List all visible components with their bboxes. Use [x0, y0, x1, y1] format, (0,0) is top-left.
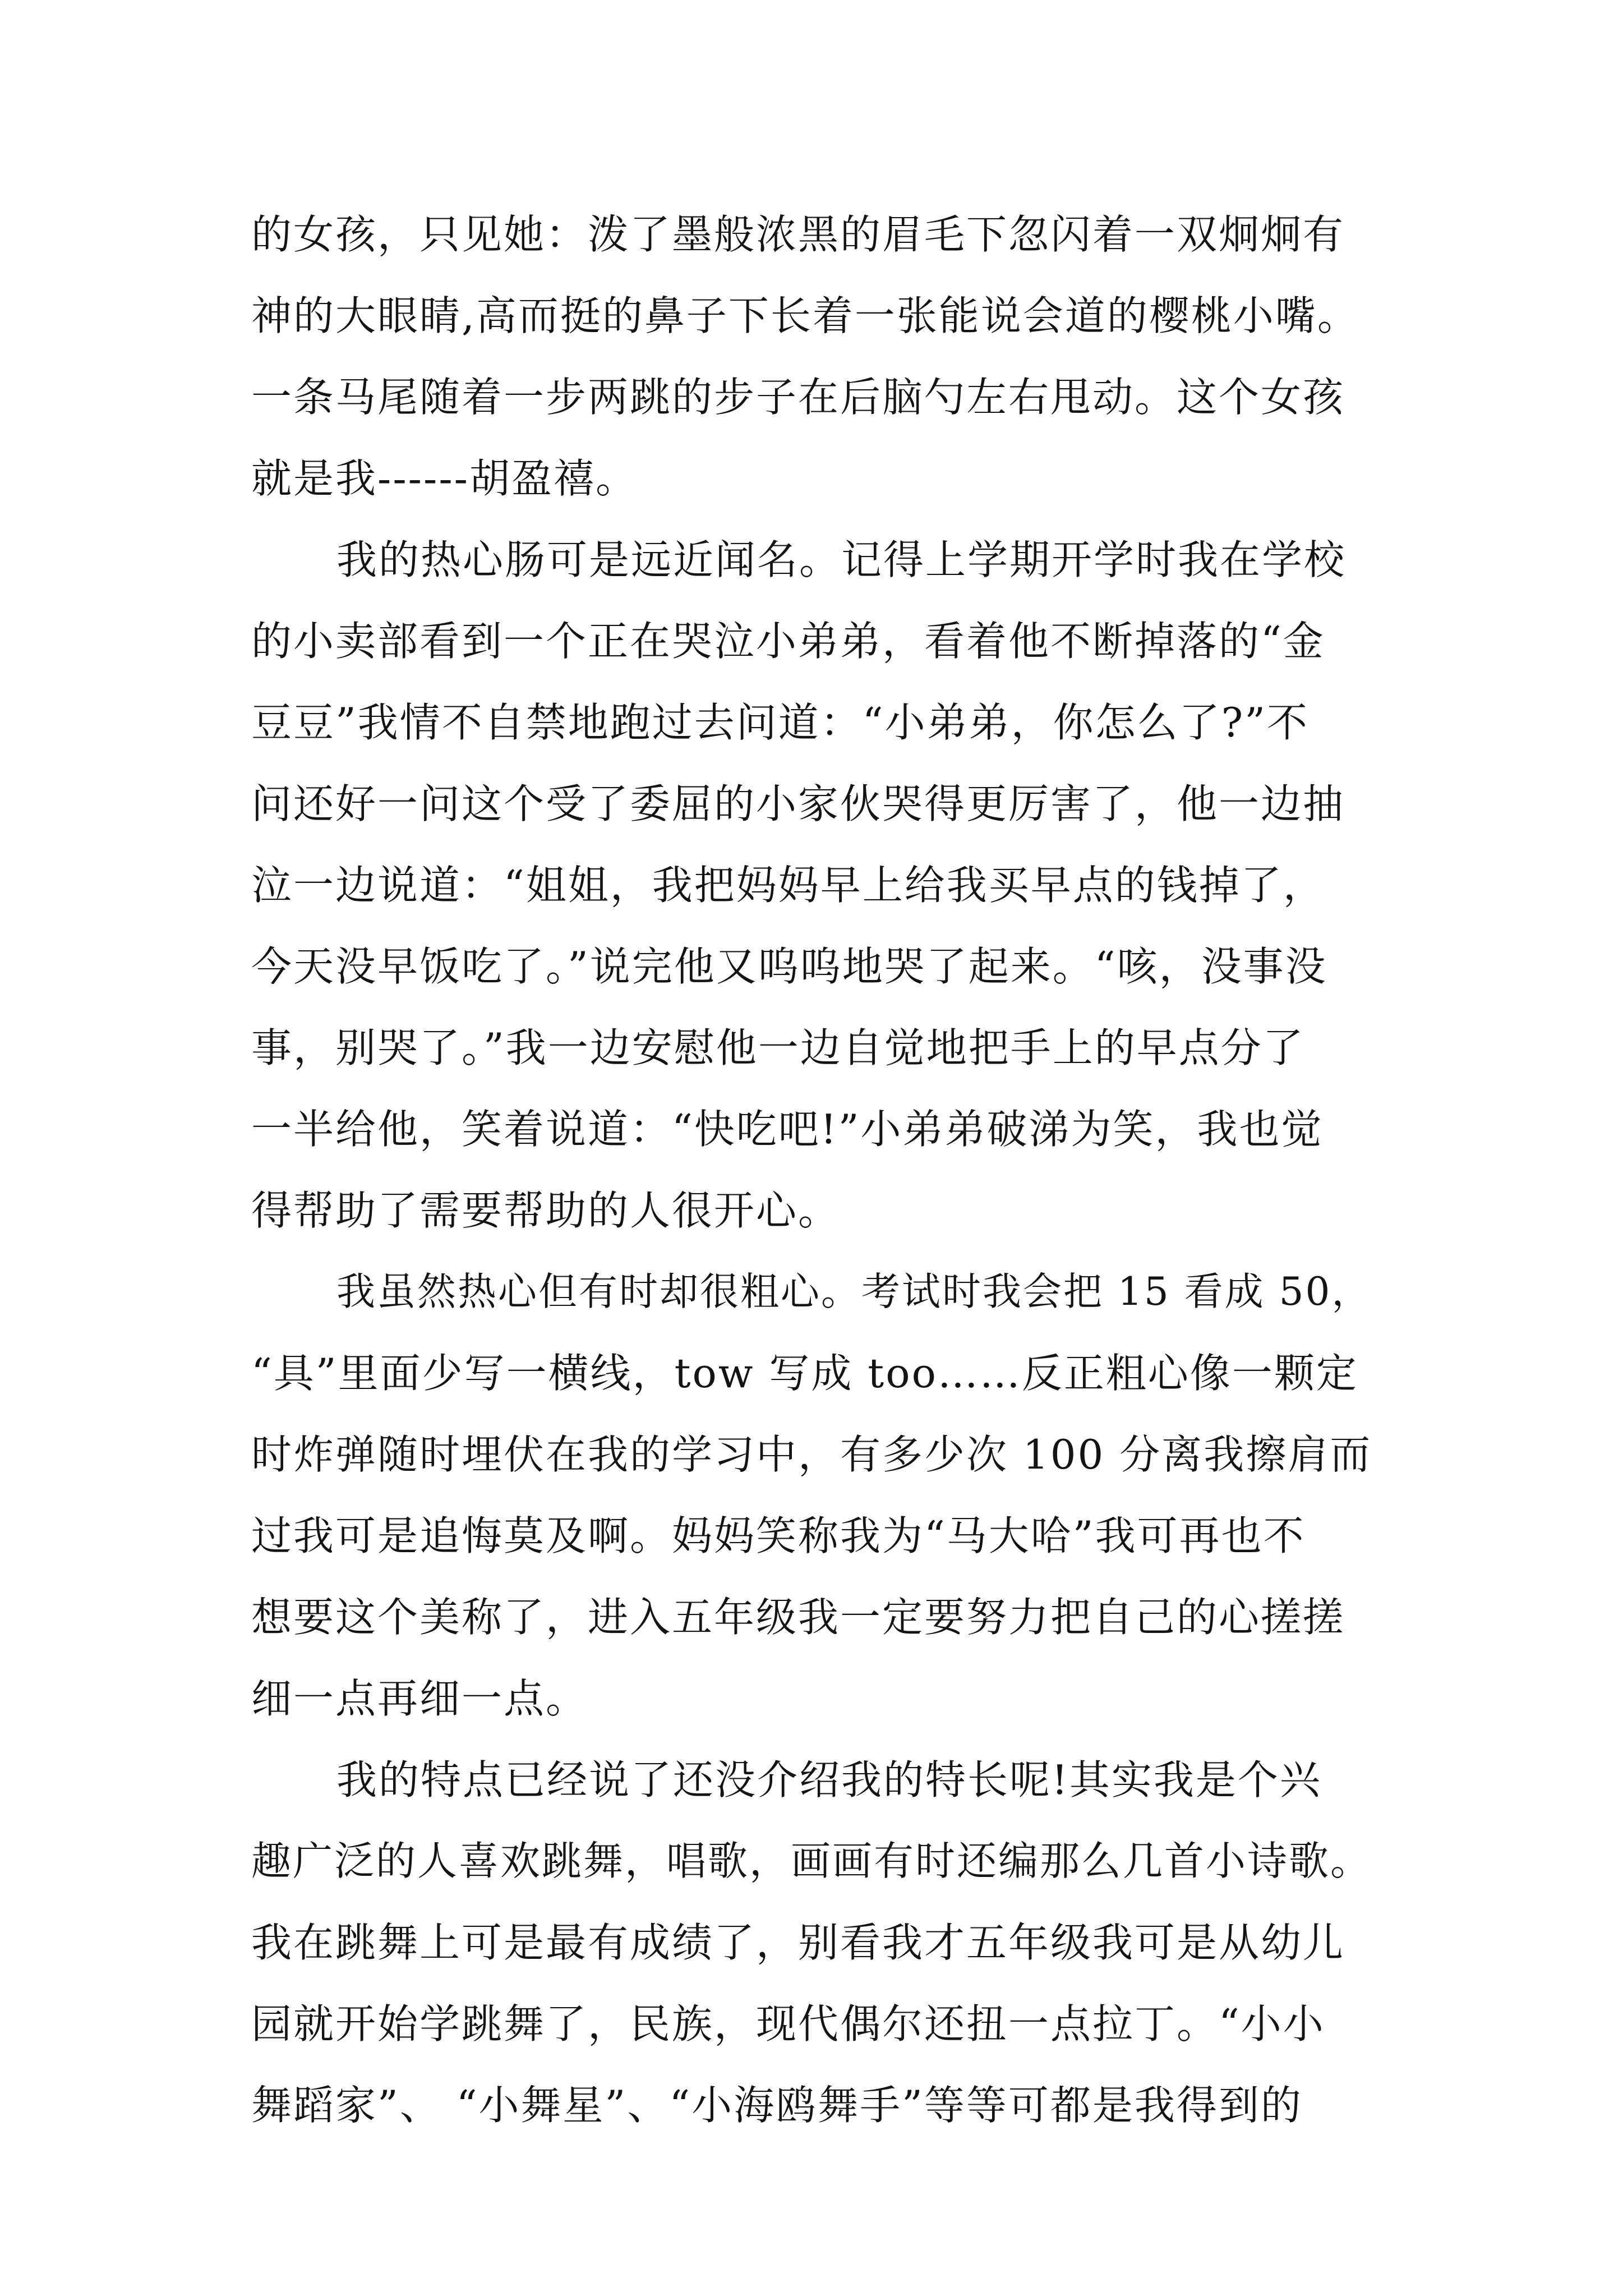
text-line: 园就开始学跳舞了，民族，现代偶尔还扭一点拉丁。“小小: [251, 2000, 1325, 2047]
text-line: 的女孩，只见她：泼了墨般浓黑的眉毛下忽闪着一双炯炯有: [251, 211, 1345, 258]
text-line: 时炸弹随时埋伏在我的学习中，有多少次 100 分离我擦肩而: [251, 1431, 1372, 1478]
text-line: 舞蹈家”、 “小舞星”、“小海鸥舞手”等等可都是我得到的: [251, 2082, 1303, 2129]
paragraph-first-line: 我虽然热心但有时却很粗心。考试时我会把 15 看成 50，: [336, 1269, 1372, 1314]
text-line: 一半给他，笑着说道：“快吃吧!”小弟弟破涕为笑，我也觉: [251, 1106, 1324, 1153]
text-line: 得帮助了需要帮助的人很开心。: [251, 1187, 841, 1234]
text-line: 泣一边说道：“姐姐，我把妈妈早上给我买早点的钱掉了，: [251, 862, 1325, 909]
text-line: 趣广泛的人喜欢跳舞，唱歌，画画有时还编那么几首小诗歌。: [251, 1838, 1372, 1884]
text-line: 今天没早饭吃了。”说完他又呜呜地哭了起来。“咳，没事没: [251, 943, 1327, 990]
text-line: 一条马尾随着一步两跳的步子在后脑勺左右甩动。这个女孩: [251, 374, 1345, 421]
text-line: 豆豆”我情不自禁地跑过去问道：“小弟弟，你怎么了?”不: [251, 699, 1310, 746]
text-line: “具”里面少写一横线，tow 写成 too……反正粗心像一颗定: [251, 1350, 1358, 1397]
text-line: 的小卖部看到一个正在哭泣小弟弟，看着他不断掉落的“金: [251, 618, 1325, 665]
text-line: 神的大眼睛,高而挺的鼻子下长着一张能说会道的樱桃小嘴。: [251, 292, 1359, 339]
text-line: 我在跳舞上可是最有成绩了，别看我才五年级我可是从幼儿: [251, 1919, 1345, 1966]
paragraph-first-line: 我的热心肠可是远近闻名。记得上学期开学时我在学校: [336, 536, 1347, 583]
text-line: 就是我------胡盈禧。: [251, 455, 638, 502]
text-line: 过我可是追悔莫及啊。妈妈笑称我为“马大哈”我可再也不: [251, 1512, 1306, 1559]
text-line: 问还好一问这个受了委屈的小家伙哭得更厉害了，他一边抽: [251, 780, 1345, 827]
text-line: 细一点再细一点。: [251, 1675, 588, 1722]
text-line: 想要这个美称了，进入五年级我一定要努力把自己的心搓搓: [251, 1594, 1345, 1641]
text-line: 事，别哭了。”我一边安慰他一边自觉地把手上的早点分了: [251, 1024, 1305, 1071]
paragraph-first-line: 我的特点已经说了还没介绍我的特长呢!其实我是个兴: [336, 1756, 1322, 1803]
